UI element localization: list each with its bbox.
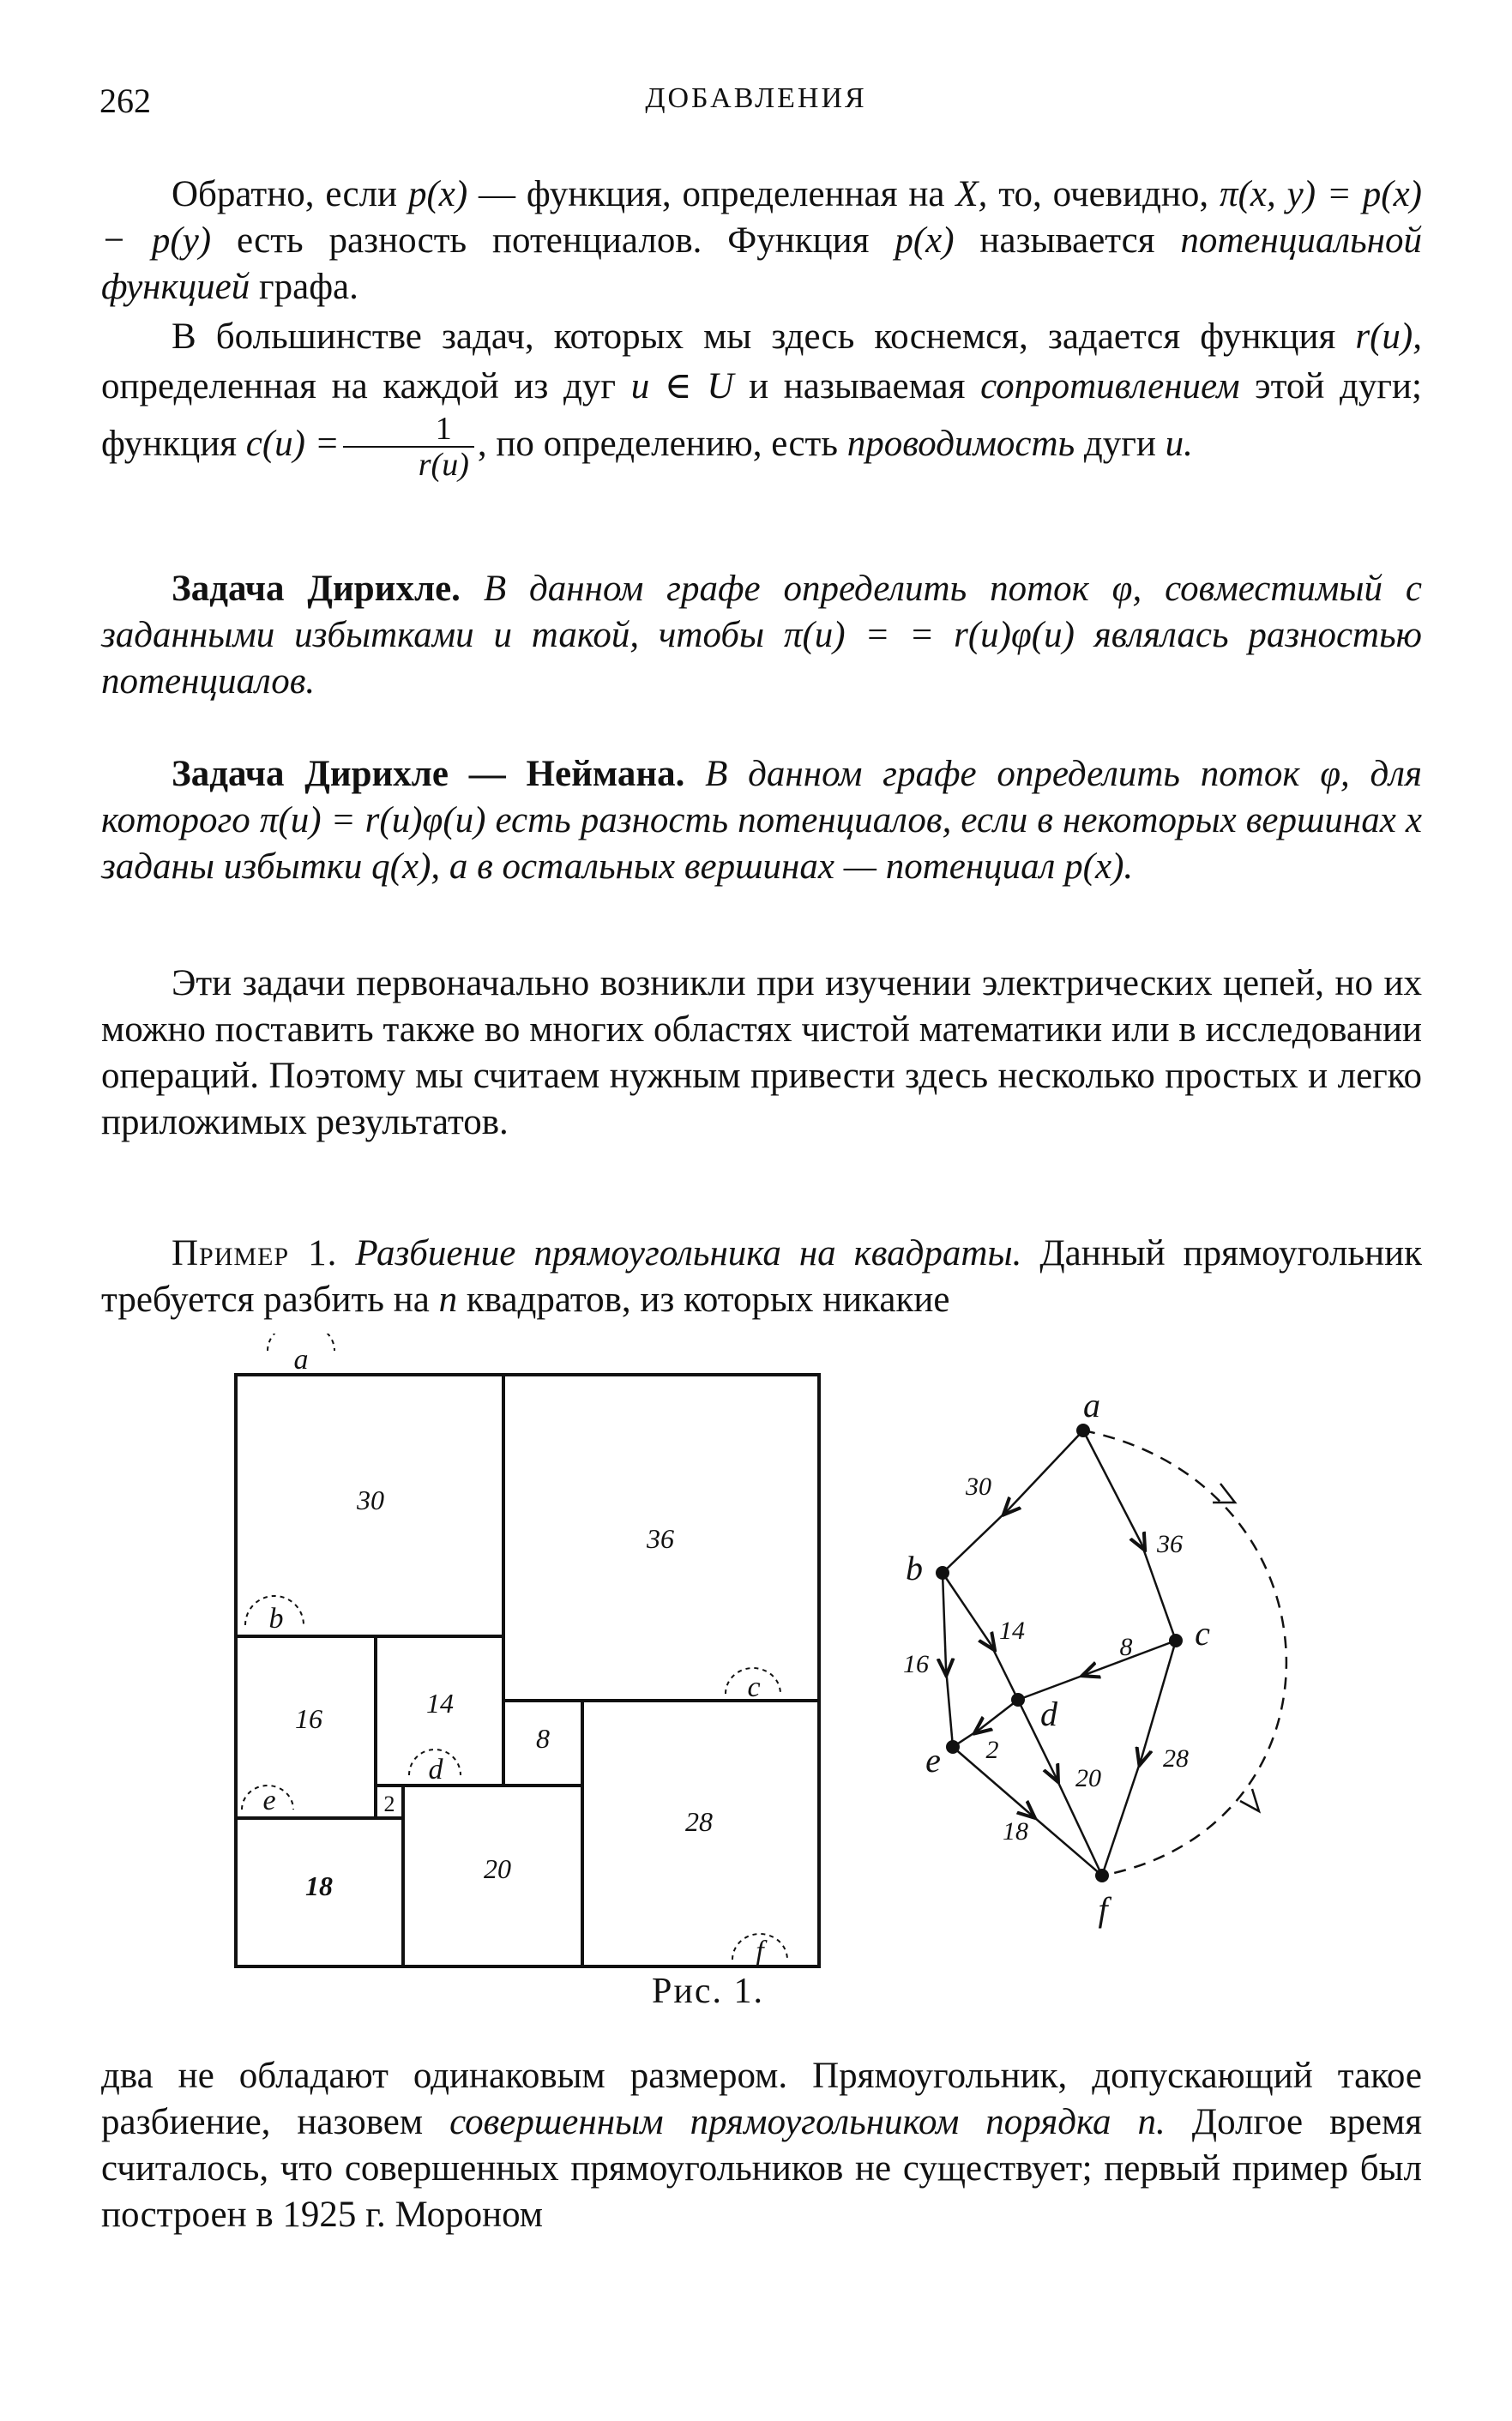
figure-squared-rectangle-and-graph bbox=[0, 1334, 1512, 2020]
paragraph-perfect-rectangle: два не обладают одинаковым размером. Прямоугольник, допускающий такое разбиение, назовем совершенным прямоугольником порядка n. Долгое время считалось, что совершенных прямоугольников не существует; первый пример был построен в 1925 г. Мороном bbox=[101, 2056, 1422, 2235]
graph-edge bbox=[943, 1573, 946, 1668]
graph-vertex-label-a: a bbox=[1083, 1386, 1100, 1424]
edge-label-ab: 30 bbox=[966, 1472, 991, 1501]
edge-label-be: 16 bbox=[903, 1650, 929, 1678]
dirichlet-problem: Задача Дирихле. В данном графе определить поток φ, совместимый с заданными избытками и такой, чтобы π(u) = = r(u)φ(u) являлась разностью потенциалов. bbox=[101, 569, 1422, 702]
graph-edge bbox=[1102, 1758, 1142, 1876]
edge-label-cd: 8 bbox=[1119, 1633, 1133, 1661]
graph-edge bbox=[1029, 1813, 1102, 1876]
running-head: ДОБАВЛЕНИЯ bbox=[645, 82, 867, 114]
corner-label-c: c bbox=[747, 1671, 761, 1703]
graph-edge bbox=[1009, 1430, 1083, 1509]
graph-edge bbox=[1142, 1641, 1176, 1758]
graph-edge bbox=[980, 1700, 1018, 1729]
graph-edge bbox=[943, 1509, 1009, 1573]
corner-label-a: a bbox=[293, 1344, 309, 1376]
graph-vertex-label-c: c bbox=[1195, 1614, 1210, 1653]
page-number: 262 bbox=[99, 81, 151, 120]
paragraph-applications: Эти задачи первоначально возникли при изучении электрических цепей, но их можно поставить также во многих областях чистой математики или в исследовании операций. Поэтому мы считаем нужным привести здесь несколько простых и легко приложимых результатов. bbox=[101, 963, 1422, 1142]
square-28-label: 28 bbox=[685, 1806, 713, 1837]
figure-caption: Рис. 1. bbox=[652, 1972, 764, 2011]
square-14-label: 14 bbox=[426, 1688, 454, 1719]
edge-label-de: 2 bbox=[985, 1736, 999, 1764]
square-30-label: 30 bbox=[357, 1485, 384, 1515]
graph-edge bbox=[991, 1644, 1018, 1700]
edge-label-df: 20 bbox=[1075, 1764, 1101, 1792]
corner-label-f: f bbox=[756, 1936, 764, 1967]
graph-vertex-f bbox=[1095, 1869, 1109, 1882]
flow-graph bbox=[943, 1430, 1286, 1876]
square-2-label: 2 bbox=[383, 1792, 395, 1816]
graph-vertex-label-b: b bbox=[906, 1549, 923, 1587]
square-16-label: 16 bbox=[295, 1703, 322, 1734]
graph-edge bbox=[1083, 1430, 1142, 1544]
return-arc-arrow bbox=[1213, 1484, 1235, 1503]
corner-label-d: d bbox=[428, 1754, 443, 1786]
paragraph-resistance: В большинстве задач, которых мы здесь коснемся, задается функция r(u), определенная на каждой из дуг u ∈ U и называемая сопротивлением этой дуги; функция c(u) = $\frac{1}{r(u)}$ , по определению, есть проводимость дуги u. bbox=[101, 316, 1422, 483]
graph-vertex-a bbox=[1076, 1424, 1090, 1437]
edge-label-ef: 18 bbox=[1003, 1817, 1028, 1846]
paragraph-potential-function: Обратно, если p(x) — функция, определенная на X, то, очевидно, π(x, y) = p(x) − p(y) есть разность потенциалов. Функция p(x) называется потенциальной функцией графа. bbox=[101, 174, 1423, 307]
square-8-label: 8 bbox=[536, 1723, 550, 1754]
graph-vertex-b bbox=[936, 1566, 949, 1580]
corner-label-e: e bbox=[262, 1785, 276, 1816]
graph-edge bbox=[1089, 1641, 1176, 1673]
graph-vertex-d bbox=[1011, 1693, 1025, 1707]
square-18-label: 18 bbox=[305, 1870, 333, 1901]
edge-label-bd: 14 bbox=[999, 1617, 1025, 1645]
graph-vertex-label-e: e bbox=[925, 1741, 941, 1780]
graph-vertex-c bbox=[1169, 1634, 1183, 1647]
square-36-label: 36 bbox=[647, 1523, 674, 1554]
edge-label-cf: 28 bbox=[1163, 1744, 1189, 1773]
example-1: Пример 1. Разбиение прямоугольника на квадраты. Данный прямоугольник требуется разбить на n квадратов, из которых никакие bbox=[101, 1233, 1423, 1320]
corner-label-b: b bbox=[268, 1603, 284, 1635]
graph-edge bbox=[946, 1668, 953, 1747]
edge-label-ac: 36 bbox=[1157, 1530, 1183, 1558]
graph-vertex-label-d: d bbox=[1040, 1695, 1057, 1733]
graph-vertex-label-f: f bbox=[1098, 1890, 1108, 1929]
dirichlet-neumann-problem: Задача Дирихле — Неймана. В данном графе определить поток φ, для которого π(u) = r(u)φ(u) есть разность потенциалов, если в некоторых вершинах x заданы избытки q(x), а в остальных вершинах — потенциал p(x). bbox=[101, 754, 1422, 887]
square-20-label: 20 bbox=[484, 1853, 511, 1884]
conductance-fraction: $\frac{1}{r(u)}$ bbox=[343, 412, 474, 482]
graph-vertex-e bbox=[946, 1740, 960, 1754]
graph-edge bbox=[943, 1573, 991, 1644]
